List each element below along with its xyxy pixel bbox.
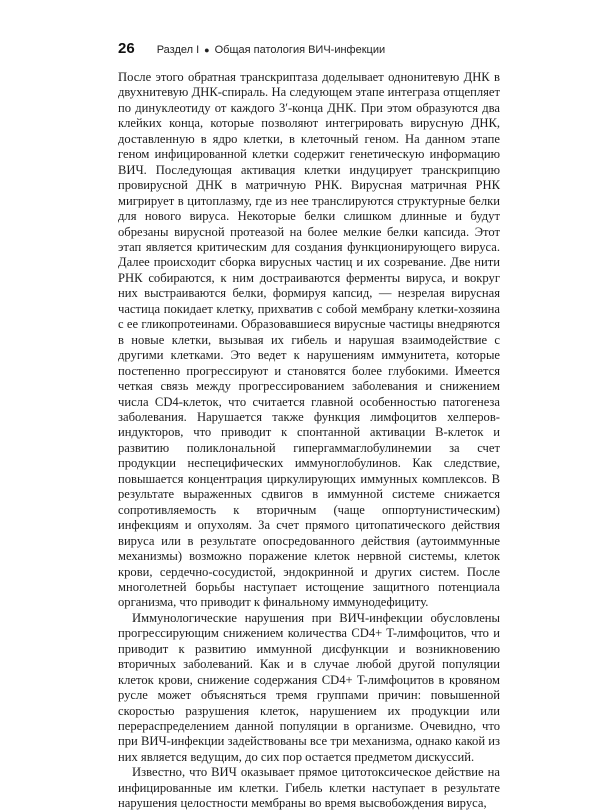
bullet-separator-icon: ●: [204, 45, 210, 55]
paragraph-2: Иммунологические нарушения при ВИЧ-инфекции обусловлены прогрессирующим снижением количества CD4+ T-лимфоцитов, что и приводит к развитию иммунной дисфункции и возникновению вторичных заболеваний. Как и в случае любой другой популяции клеток крови, снижение содержания CD4+ T-лимфоцитов в кровяном русле может объясняться тремя группами причин: повышенной скоростью разрушения клеток, нарушением их продукции или перераспределением данной популяции в организме. Очевидно, что при ВИЧ-инфекции задействованы все три механизма, однако какой из них является ведущим, до сих пор остается предметом дискуссий.: [118, 610, 500, 764]
paragraph-3: Известно, что ВИЧ оказывает прямое цитотоксическое действие на инфицированные им клетки. Гибель клетки наступает в результате нарушения целостности мембраны во время высвобождения вируса,: [118, 765, 500, 811]
running-head: [157, 44, 385, 56]
page-number: 26: [118, 40, 135, 57]
section-label: Раздел I: [156, 44, 200, 56]
body-text: [118, 70, 500, 812]
chapter-title: Общая патология ВИЧ-инфекции: [214, 44, 386, 56]
paragraph-1: После этого обратная транскриптаза доделывает однонитевую ДНК в двухнитевую ДНК-спираль. На следующем этапе интеграза отщепляет по динуклеотиду от каждого 3′-конца ДНК. При этом образуются два клейких конца, которые позволяют интегрировать вирусную ДНК, доставленную в ядро клетки, в клеточный геном. На данном этапе геном инфицированной клетки содержит генетическую информацию ВИЧ. Последующая активация клетки индуцирует транскрипцию провирусной ДНК в матричную РНК. Вирусная матричная РНК мигрирует в цитоплазму, где из нее транслируются структурные белки для нового вируса. Некоторые белки слишком длинные и будут обрезаны вирусной протеазой на более мелкие белки капсида. Этот этап является критическим для создания функционирующего вируса. Далее происходит сборка вирусных частиц и их созревание. Две нити РНК собираются, к ним достраиваются ферменты вируса, и вокруг них выстраиваются белки, формируя капсид, — незрелая вирусная частица покидает клетку, прихватив с собой мембрану клетки-хозяина с ее гликопротеинами. Образовавшиеся вирусные частицы внедряются в новые клетки, вызывая их гибель и нарушая взаимодействие с другими клетками. Это ведет к нарушениям иммунитета, которые постепенно прогрессируют и становятся более глубокими. Имеется четкая связь между прогрессированием заболевания и снижением числа CD4-клеток, что считается главной особенностью патогенеза заболевания. Нарушается также функция лимфоцитов хелперов-индукторов, что приводит к спонтанной активации B-клеток и развитию поликлональной гипергаммаглобулинемии за счет продукции неспецифических иммуноглобулинов. Как следствие, повышается концентрация циркулирующих иммунных комплексов. В результате выраженных сдвигов в иммунной системе снижается сопротивляемость к вторичным (чаще оппортунистическим) инфекциям и опухолям. За счет прямого цитопатического действия вируса или в результате опосредованного действия (аутоиммунные механизмы) возможно поражение клеток нервной системы, клеток крови, сердечно-сосудистой, эндокринной и других систем. После многолетней борьбы наступает истощение защитного потенциала организма, что приводит к финальному иммунодефициту.: [118, 70, 500, 610]
page-header: [118, 40, 538, 60]
